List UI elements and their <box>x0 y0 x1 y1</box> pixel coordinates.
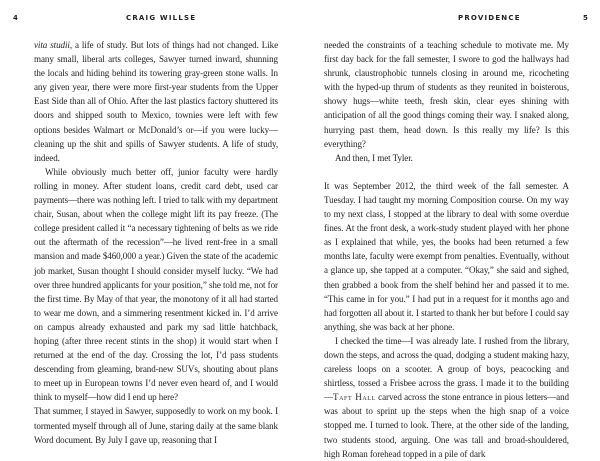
right-paragraph-4-text-a: I checked the time—I was already late. I rushed from the library, down the steps, and across the quad, dodging a student making hazy, careless loops on a scooter. A group of boys, peacocking and shirtless, tossed a Frisbee across the grass. I made it to the building— <box>324 335 569 403</box>
building-name: Taft Hall <box>332 392 376 403</box>
right-page-number: 5 <box>583 14 590 22</box>
section-break <box>324 165 569 179</box>
left-paragraph-2: While obviously much better off, junior faculty were hardly rolling in money. After student loans, credit card debt, used car payments—there was nothing left. I tried to talk with my department chair, Susan, about when the college might lift its pay freeze. (The college president called it “a necessary tightening of belts as we ride out the aftermath of the recession”—he lived rent-free in a small mansion and made $460,000 a year.) Given the state of the academic job market, Susan thought I should consider myself lucky. “We had over three hundred applicants for your position,” she told me, not for the first time. By May of that year, the monotony of it all had started to wear me down, and a simmering resentment kicked in. I’d arrive on campus already exhausted and park my sad little hatchback, hoping (after three recent stints in the shop) it would start when I returned at the end of the day. Crossing the lot, I’d pass students descending from gleaming, brand-new SUVs, shouting about plans to meet up in European towns I’d never even heard of, and I would think to myself—how did I end up here? <box>34 166 278 403</box>
latin-phrase: vita studii <box>34 40 70 50</box>
left-page-body <box>34 38 278 447</box>
right-paragraph-3: It was September 2012, the third week of the fall semester. A Tuesday. I had taught my morning Composition course. On my way to my next class, I stopped at the library to deal with some overdue fines. At the front desk, a work-study student played with her phone as I explained that while, yes, the books had been returned a few months late, faculty were exempt from penalties. Eventually, without a glance up, she tapped at a computer. “Okay,” she said and sighed, then grabbed a book from the shelf behind her and passed it to me. “This came in for you.” I had put in a request for it months ago and had forgotten all about it. I started to thank her but before I could say anything, she was back at her phone. <box>324 180 569 332</box>
right-paragraph-4 <box>324 334 569 461</box>
left-page <box>0 0 300 450</box>
right-page-body <box>324 38 569 461</box>
left-running-head: CRAIG WILLSE <box>126 14 197 22</box>
right-page <box>300 0 600 459</box>
right-paragraph-1: needed the constraints of a teaching schedule to motivate me. My first day back for the fall semester, I swore to god the hallways had shrunk, claustrophobic tunnels closing in around me, ricocheting with the hyped-up thrum of students as they reunited in boisterous, showy hugs—white teeth, fresh skin, clear eyes shining with anticipation of all the good things coming their way. I snaked along, hurrying past them, head down. Is this really my life? Is this everything? <box>324 40 569 149</box>
left-page-number: 4 <box>13 14 20 22</box>
left-paragraph-3: That summer, I stayed in Sawyer, supposedly to work on my book. I tormented myself through all of June, staring daily at the same blank Word document. By July I gave up, reasoning that I <box>34 406 278 445</box>
left-paragraph-1 <box>34 38 278 165</box>
left-paragraph-1-text: , a life of study. But lots of things had not changed. Like many small, liberal arts colleges, Sawyer turned inward, shunning the locals and hiding behind its towering gray-green stone walls. In any given year, there were more first-year students from the Upper East Side than all of Ohio. After the last plastics factory shuttered its doors and shipped south to Mexico, townies were left with few options besides Walmart or McDonald’s or—if you were lucky—cleaning up the shit and spills of Sawyer students. A life of study, indeed. <box>34 40 278 163</box>
right-running-head: PROVIDENCE <box>458 14 521 22</box>
right-paragraph-2: And then, I met Tyler. <box>335 152 413 163</box>
right-paragraph-4-text-b: carved across the stone entrance in pious letters—and was about to sprint up the steps when the high snap of a voice stopped me. I turned to look. There, at the other side of the landing, two students stood, arguing. One was tall and broad-shouldered, high Roman forehead topped in a pile of dark <box>324 392 569 459</box>
